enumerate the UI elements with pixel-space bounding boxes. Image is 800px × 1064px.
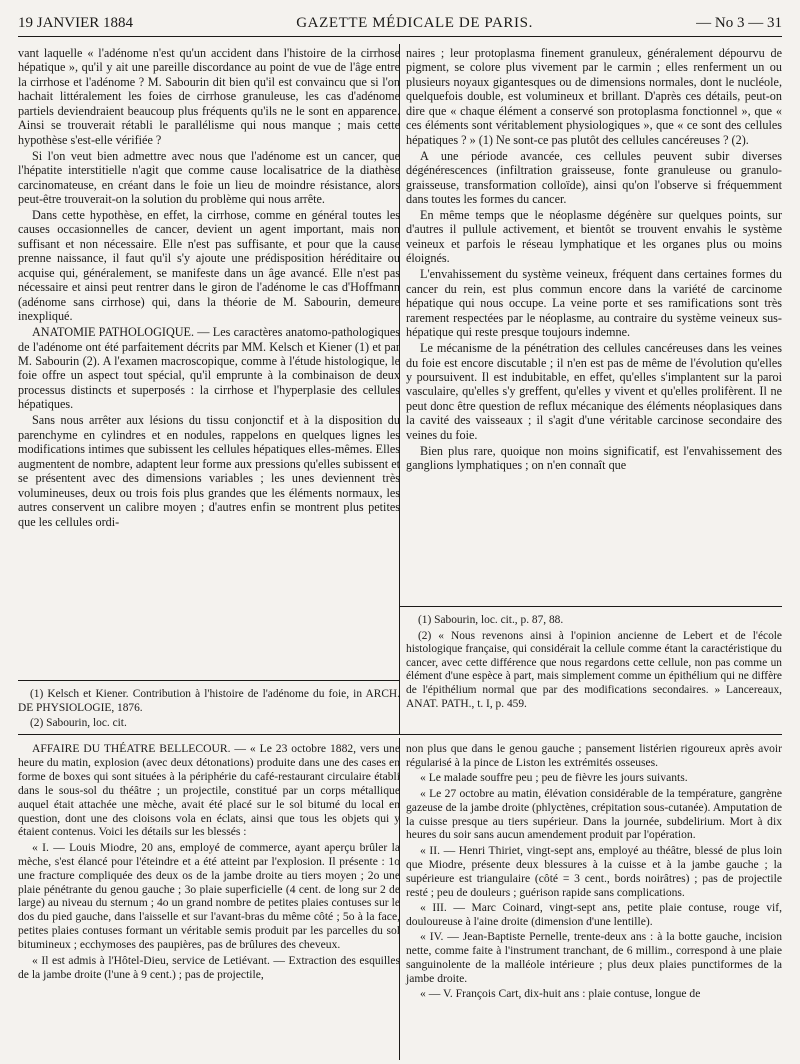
header-title: GAZETTE MÉDICALE DE PARIS. xyxy=(296,15,533,31)
header-date: 19 JANVIER 1884 xyxy=(18,15,133,31)
top-left-footnotes xyxy=(18,688,400,733)
section-separator xyxy=(18,734,782,735)
paragraph: Bien plus rare, quoique non moins significatif, est l'envahissement des ganglions lymphatiques ; on n'en connaît que xyxy=(406,443,782,473)
top-right-column xyxy=(406,46,782,474)
paragraph: Dans cette hypothèse, en effet, la cirrhose, comme en général toutes les causes occasionnelles de cancer, devient un agent important, mais non suffisant et non nécessaire. Elle n'est pas suffisante, et pour que la cause prenne naissance, il faut qu'il s'y ajoute une prédisposition héréditaire ou acquise qui, généralement, se manifeste dans un âge avancé. Elle n'est pas nécessaire et ainsi peut rentrer dans le giron de l'adénome le cas d'Hoffmann (adénome sans cirrhose) qui, dans la théorie de M. Sabourin, demeure inexpliqué. xyxy=(18,207,400,324)
paragraph: Si l'on veut bien admettre avec nous que l'adénome est un cancer, que l'hépatite interstitielle n'agit que comme cause localisatrice de la diathèse carcinomateuse, en créant dans le foie un lieu de moindre résistance, alors peut-être trouverait-on la solution du problème qui nous arrête. xyxy=(18,148,400,207)
paragraph: « III. — Marc Coinard, vingt-sept ans, petite plaie contuse, rouge vif, douloureuse à l'aine droite (dimension d'une lentille). xyxy=(406,900,782,928)
paragraph: ANATOMIE PATHOLOGIQUE. — Les caractères anatomo-pathologiques de l'adénome ont été parfaitement décrits par MM. Kelsch et Kiener (1) et par M. Sabourin (2). A l'examen macroscopique, comme à l'étude histologique, le foie offre un aspect tout spécial, qu'il emprunte à la combinaison de deux processus distincts et superposés : la cirrhose et l'hyperplasie des cellules hépatiques. xyxy=(18,325,400,412)
paragraph: « I. — Louis Miodre, 20 ans, employé de commerce, ayant aperçu brûler la mèche, s'est élancé pour l'éteindre et a été atteint par l'explosion. Il présente : 1o une fracture compliquée des deux os de la jambe droite au tiers moyen ; 2o une plaie pénétrante du genou gauche ; 3o plaie superficielle (4 cent. de long sur 2 de large) au niveau du sternum ; 4o un grand nombre de petites plaies contuses sur le dos du pied gauche, dans l'aisselle et sur l'avant-bras du même côté ; 5o à la face, petites plaies contuses formant un véritable semis produit par les parcelles du sol bitumineux ; ecchymoses des paupières, pas de brûlures des cheveux. xyxy=(18,840,400,952)
paragraph: En même temps que le néoplasme dégénère sur quelques points, sur d'autres il pullule activement, et bientôt se trouvent envahis le système veineux et parfois le réseau lymphatique et les organes plus ou moins éloignés. xyxy=(406,207,782,266)
column-divider-bottom xyxy=(399,738,400,1060)
page-header xyxy=(18,12,782,32)
paragraph: « II. — Henri Thiriet, vingt-sept ans, employé au théâtre, blessé de plus loin que Miodre, présente deux blessures à la cuisse et à la jambe gauche ; la supérieure est triangulaire (côté = 3 cent., bords noirâtres) ; pas de projectile resté ; peu de douleurs ; guérison rapide sans complications. xyxy=(406,843,782,899)
paragraph: « Le 27 octobre au matin, élévation considérable de la température, gangrène gazeuse de la jambe droite (phlyctènes, crépitation sous-cutanée). Amputation de la cuisse presque au tiers supérieur. Dans la journée, subdelirium. Mort à dix heures du soir sans aucun amendement produit par l'opération. xyxy=(406,786,782,842)
paragraph: « IV. — Jean-Baptiste Pernelle, trente-deux ans : à la botte gauche, incision nette, comme faite à l'instrument tranchant, de 6 millim., correspond à une plaie sanguinolente de la malléole intérieure ; plus deux plaies punctiformes de la jambe droite. xyxy=(406,930,782,985)
paragraph: L'envahissement du système veineux, fréquent dans certaines formes du cancer du rein, est plus commun encore dans la variété de carcinome hépatique qui nous occupe. La veine porte et ses ramifications sont très rarement respectées par le néoplasme, au contraire du système veineux sus-hépatique qui reste presque toujours indemne. xyxy=(406,267,782,340)
bottom-right-column xyxy=(406,742,782,1003)
footnote-rule-left xyxy=(18,680,400,681)
footnote: (1) Sabourin, loc. cit., p. 87, 88. xyxy=(418,614,564,626)
paragraph: AFFAIRE DU THÉATRE BELLECOUR. — « Le 23 octobre 1882, vers une heure du matin, explosion (avec deux détonations) produite dans une des cases en forme de boxes qui sont situées à la périphérie du café-restaurant circulaire établi dans le sous-sol du théâtre ; un projectile, constitué par un corps métallique auquel était attachée une mèche, avait été placé sur le sol bitumé du local en question, dont une des cloisons vola en éclats, ainsi que tous les objets qui y étaient contenus. Voici les détails sur les blessés : xyxy=(18,742,400,839)
header-rule xyxy=(18,36,782,37)
paragraph: Sans nous arrêter aux lésions du tissu conjonctif et à la disposition du parenchyme en cylindres et en nodules, rappelons en quelques lignes les modifications intimes que subissent les cellules hépatiques elles-mêmes. Elles augmentent de nombre, adaptent leur forme aux pressions qu'elles subissent et se présentent avec des dimensions variables ; les unes deviennent très volumineuses, deux ou trois fois plus grandes que les éléments normaux, les autres conservent un calibre moyen ; d'autres enfin se montrent plus petites que les cellules ordi- xyxy=(18,413,400,529)
paragraph: Le mécanisme de la pénétration des cellules cancéreuses dans les veines du foie est encore discutable ; il n'en est pas de même de l'évolution qu'elles y poursuivent. Il est indubitable, en effet, qu'elles s'implantent sur la paroi vasculaire, qu'elles s'y greffent, qu'elles y vivent et qu'elles prolifèrent. Il ne peut donc être question de reflux mécanique des éléments néoplasiques dans la cavité des vaisseaux ; il s'agit d'une véritable carcinose secondaire des veines du foie. xyxy=(406,341,782,442)
paragraph: non plus que dans le genou gauche ; pansement listérien rigoureux après avoir régularisé à la pince de Liston les extrémités osseuses. xyxy=(406,742,782,769)
paragraph: « Il est admis à l'Hôtel-Dieu, service de Letiévant. — Extraction des esquilles de la jambe droite (l'une à 9 cent.) ; pas de projectile, xyxy=(18,953,400,981)
footnote: (2) Sabourin, loc. cit. xyxy=(30,717,127,730)
footnote: (2) « Nous revenons ainsi à l'opinion ancienne de Lebert et de l'école histologique française, qui considérait la cellule comme étant la caractéristique du cancer, avec cette différence que nous regardons cette cellule, non pas comme un élément d'une espèce à part, mais simplement comme un épithélium qui ne diffère de l'épithélium normal que par des modifications secondaires. » Lancereaux, ANAT. PATH., t. I, p. 459. xyxy=(406,629,782,710)
footnote-rule-right xyxy=(400,606,782,607)
paragraph: vant laquelle « l'adénome n'est qu'un accident dans l'histoire de la cirrhose hépatique », qu'il y ait une pareille discordance au point de vue de l'âge entre la cirrhose et l'adénome ? M. Sabourin dit bien qu'il est convaincu que si l'on hachait littéralement les foies de cirrhose granuleuse, les cas d'adénome partiels deviendraient beaucoup plus fréquents qu'ils ne le sont en apparence. Ainsi se trouverait rétabli le parallélisme qui nous manque ; mais cette hypothèse s'est-elle vérifiée ? xyxy=(18,46,400,147)
paragraph: « Le malade souffre peu ; peu de fièvre les jours suivants. xyxy=(420,771,688,785)
top-right-footnotes xyxy=(406,614,782,713)
paragraph: « — V. François Cart, dix-huit ans : plaie contuse, longue de xyxy=(420,987,701,1001)
bottom-left-column xyxy=(18,742,400,983)
column-divider-top xyxy=(399,44,400,734)
header-issue: — No 3 — 31 xyxy=(696,15,782,31)
paragraph: A une période avancée, ces cellules peuvent subir diverses dégénérescences (infiltration graisseuse, fonte granuleuse ou granulo-graisseuse, transformation colloïde), ainsi qu'on l'observe si fréquemment dans toutes les formes du cancer. xyxy=(406,148,782,207)
top-left-column xyxy=(18,46,400,530)
paragraph: naires ; leur protoplasma finement granuleux, généralement dépourvu de pigment, se colore plus vivement par le carmin ; elles renferment un ou plusieurs noyaux gigantesques ou de dimensions normales, dont le nucléole, quelquefois double, est volumineux et brillant. D'après ces détails, peut-on dire que « chaque élément a conservé son protoplasma fonctionnel », que « ces éléments sont véritablement physiologiques », que « ce sont des cellules hépatiques ? » (1) Ne sont-ce pas plutôt des cellules cancéreuses ? (2). xyxy=(406,46,782,147)
footnote: (1) Kelsch et Kiener. Contribution à l'histoire de l'adénome du foie, in ARCH. DE PHYSIOLOGIE, 1876. xyxy=(18,688,400,714)
